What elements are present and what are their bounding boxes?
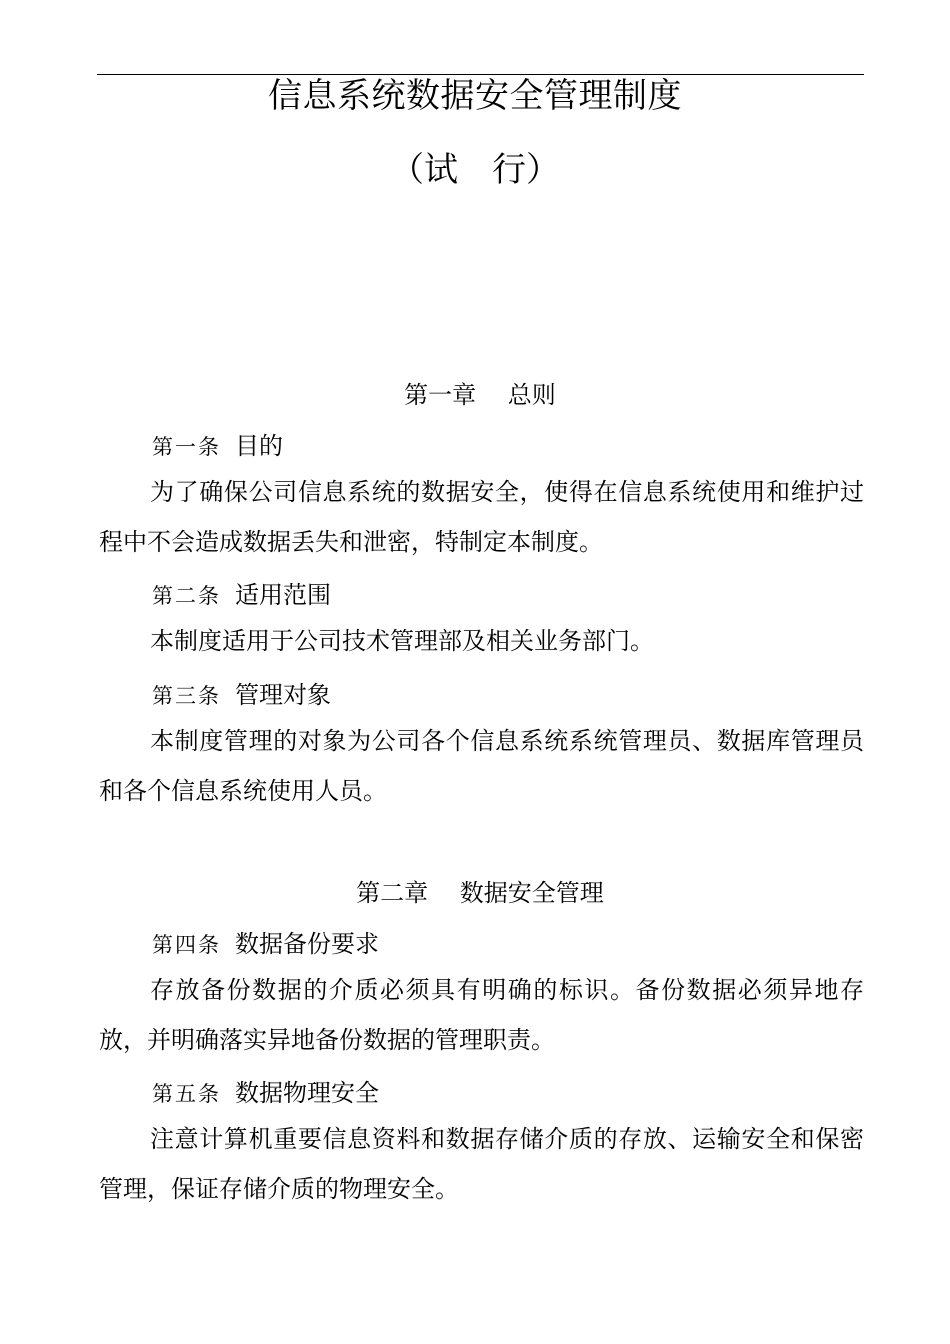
article-heading bbox=[152, 1077, 379, 1110]
document-subtitle: （试 行） bbox=[390, 150, 560, 190]
chapter-heading: 第二章 数据安全管理 bbox=[356, 879, 604, 907]
article-title: 数据物理安全 bbox=[235, 1079, 379, 1107]
article-number: 第四条 bbox=[152, 933, 221, 957]
article-number: 第一条 bbox=[152, 435, 221, 459]
article-body: 存放备份数据的介质必须具有明确的标识。备份数据必须异地存放，并明确落实异地备份数据的管理职责。 bbox=[99, 976, 864, 1054]
article-heading bbox=[152, 928, 379, 961]
document-title: 信息系统数据安全管理制度 bbox=[268, 76, 682, 116]
article-number: 第三条 bbox=[152, 684, 221, 708]
article-heading bbox=[152, 679, 331, 712]
article-body: 本制度适用于公司技术管理部及相关业务部门。 bbox=[150, 627, 654, 655]
article-heading bbox=[152, 430, 283, 463]
article-number: 第二条 bbox=[152, 584, 221, 608]
article-body: 本制度管理的对象为公司各个信息系统系统管理员、数据库管理员和各个信息系统使用人员。 bbox=[99, 727, 864, 805]
article-number: 第五条 bbox=[152, 1082, 221, 1106]
article-heading bbox=[152, 579, 331, 612]
chapter-heading: 第一章 总则 bbox=[404, 381, 556, 409]
article-title: 管理对象 bbox=[235, 681, 331, 709]
article-title: 目的 bbox=[235, 432, 283, 460]
article-title: 数据备份要求 bbox=[235, 930, 379, 958]
article-body: 为了确保公司信息系统的数据安全，使得在信息系统使用和维护过程中不会造成数据丢失和泄密，特制定本制度。 bbox=[99, 478, 864, 556]
article-body: 注意计算机重要信息资料和数据存储介质的存放、运输安全和保密管理，保证存储介质的物理安全。 bbox=[99, 1125, 864, 1203]
article-title: 适用范围 bbox=[235, 581, 331, 609]
